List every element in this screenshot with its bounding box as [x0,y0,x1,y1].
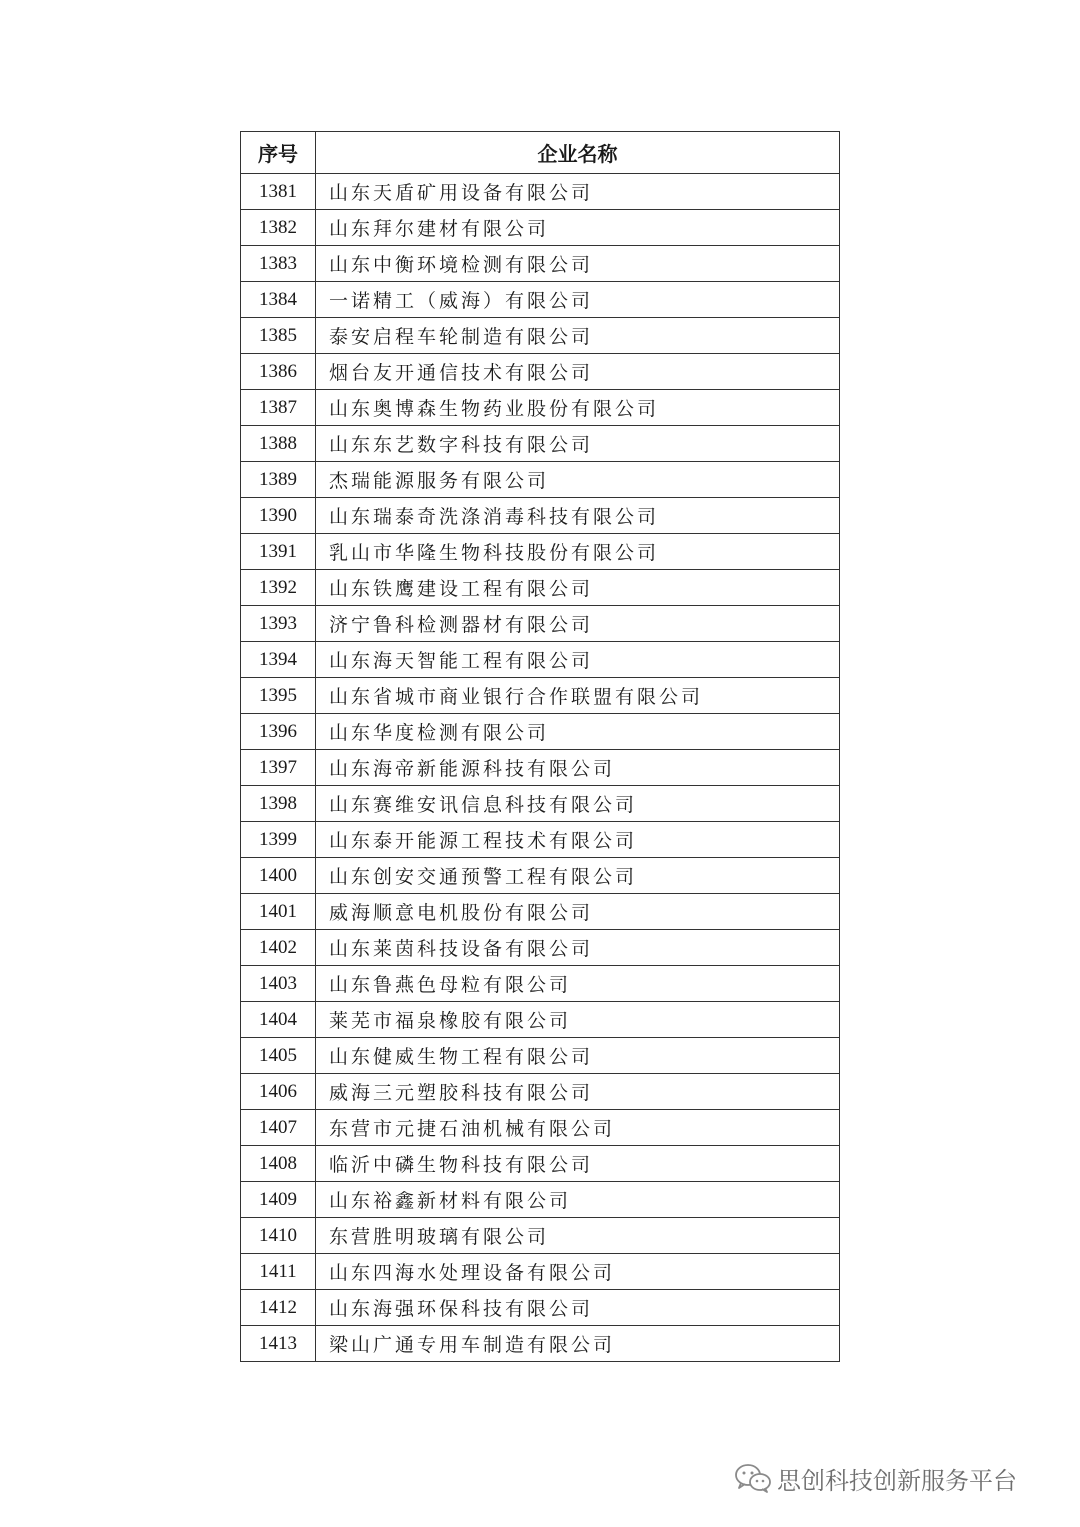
company-name: 东营市元捷石油机械有限公司 [316,1110,840,1146]
header-number: 序号 [241,132,316,174]
company-name: 济宁鲁科检测器材有限公司 [316,606,840,642]
company-name: 山东瑞泰奇洗涤消毒科技有限公司 [316,498,840,534]
company-name: 山东鲁燕色母粒有限公司 [316,966,840,1002]
row-number: 1394 [241,642,316,678]
company-list-table [240,131,840,1362]
table-row [241,642,840,678]
table-row [241,282,840,318]
company-name: 山东创安交通预警工程有限公司 [316,858,840,894]
row-number: 1400 [241,858,316,894]
row-number: 1384 [241,282,316,318]
table-row [241,210,840,246]
table-row [241,174,840,210]
table-row [241,426,840,462]
row-number: 1407 [241,1110,316,1146]
row-number: 1402 [241,930,316,966]
row-number: 1413 [241,1326,316,1362]
company-name: 杰瑞能源服务有限公司 [316,462,840,498]
table-row [241,1254,840,1290]
table-row [241,498,840,534]
company-name: 山东华度检测有限公司 [316,714,840,750]
company-name: 山东省城市商业银行合作联盟有限公司 [316,678,840,714]
row-number: 1385 [241,318,316,354]
header-company-name: 企业名称 [316,132,840,174]
company-name: 山东拜尔建材有限公司 [316,210,840,246]
table-row [241,1290,840,1326]
company-name: 山东莱茵科技设备有限公司 [316,930,840,966]
company-name: 一诺精工（威海）有限公司 [316,282,840,318]
row-number: 1406 [241,1074,316,1110]
company-name: 山东中衡环境检测有限公司 [316,246,840,282]
company-name: 山东泰开能源工程技术有限公司 [316,822,840,858]
table-row [241,534,840,570]
row-number: 1391 [241,534,316,570]
table-row [241,606,840,642]
company-name: 山东裕鑫新材料有限公司 [316,1182,840,1218]
company-name: 临沂中磷生物科技有限公司 [316,1146,840,1182]
row-number: 1390 [241,498,316,534]
row-number: 1383 [241,246,316,282]
watermark-text: 思创科技创新服务平台 [777,1466,1017,1495]
company-name: 烟台友开通信技术有限公司 [316,354,840,390]
table-row [241,786,840,822]
row-number: 1389 [241,462,316,498]
table-header-row [241,132,840,174]
company-name: 梁山广通专用车制造有限公司 [316,1326,840,1362]
table-row [241,570,840,606]
row-number: 1412 [241,1290,316,1326]
company-name: 东营胜明玻璃有限公司 [316,1218,840,1254]
row-number: 1410 [241,1218,316,1254]
table-row [241,714,840,750]
table-row [241,318,840,354]
row-number: 1403 [241,966,316,1002]
table-row [241,462,840,498]
row-number: 1381 [241,174,316,210]
company-name: 山东四海水处理设备有限公司 [316,1254,840,1290]
row-number: 1388 [241,426,316,462]
company-name: 山东赛维安讯信息科技有限公司 [316,786,840,822]
table-row [241,354,840,390]
company-name: 乳山市华隆生物科技股份有限公司 [316,534,840,570]
row-number: 1409 [241,1182,316,1218]
table-row [241,930,840,966]
table-row [241,822,840,858]
company-name: 山东海帝新能源科技有限公司 [316,750,840,786]
row-number: 1386 [241,354,316,390]
table-row [241,1146,840,1182]
company-name: 威海三元塑胶科技有限公司 [316,1074,840,1110]
company-name: 威海顺意电机股份有限公司 [316,894,840,930]
company-name: 山东海天智能工程有限公司 [316,642,840,678]
row-number: 1411 [241,1254,316,1290]
row-number: 1399 [241,822,316,858]
company-name: 山东东艺数字科技有限公司 [316,426,840,462]
table-row [241,858,840,894]
table-row [241,390,840,426]
table-row [241,1074,840,1110]
table-row [241,1218,840,1254]
company-name: 山东铁鹰建设工程有限公司 [316,570,840,606]
row-number: 1396 [241,714,316,750]
wechat-icon [733,1462,773,1494]
table-body [241,174,840,1362]
watermark [733,1458,1017,1498]
table-row [241,678,840,714]
table-row [241,1110,840,1146]
table-row [241,1326,840,1362]
row-number: 1404 [241,1002,316,1038]
row-number: 1387 [241,390,316,426]
row-number: 1405 [241,1038,316,1074]
table-row [241,1002,840,1038]
company-name: 山东健威生物工程有限公司 [316,1038,840,1074]
company-name: 山东奥博森生物药业股份有限公司 [316,390,840,426]
company-name: 莱芜市福泉橡胶有限公司 [316,1002,840,1038]
table-row [241,750,840,786]
row-number: 1408 [241,1146,316,1182]
row-number: 1395 [241,678,316,714]
table-row [241,1038,840,1074]
company-name: 泰安启程车轮制造有限公司 [316,318,840,354]
row-number: 1398 [241,786,316,822]
row-number: 1382 [241,210,316,246]
row-number: 1393 [241,606,316,642]
table-row [241,1182,840,1218]
row-number: 1401 [241,894,316,930]
company-name: 山东海强环保科技有限公司 [316,1290,840,1326]
table-row [241,246,840,282]
row-number: 1397 [241,750,316,786]
table-row [241,894,840,930]
company-name: 山东天盾矿用设备有限公司 [316,174,840,210]
row-number: 1392 [241,570,316,606]
table-row [241,966,840,1002]
